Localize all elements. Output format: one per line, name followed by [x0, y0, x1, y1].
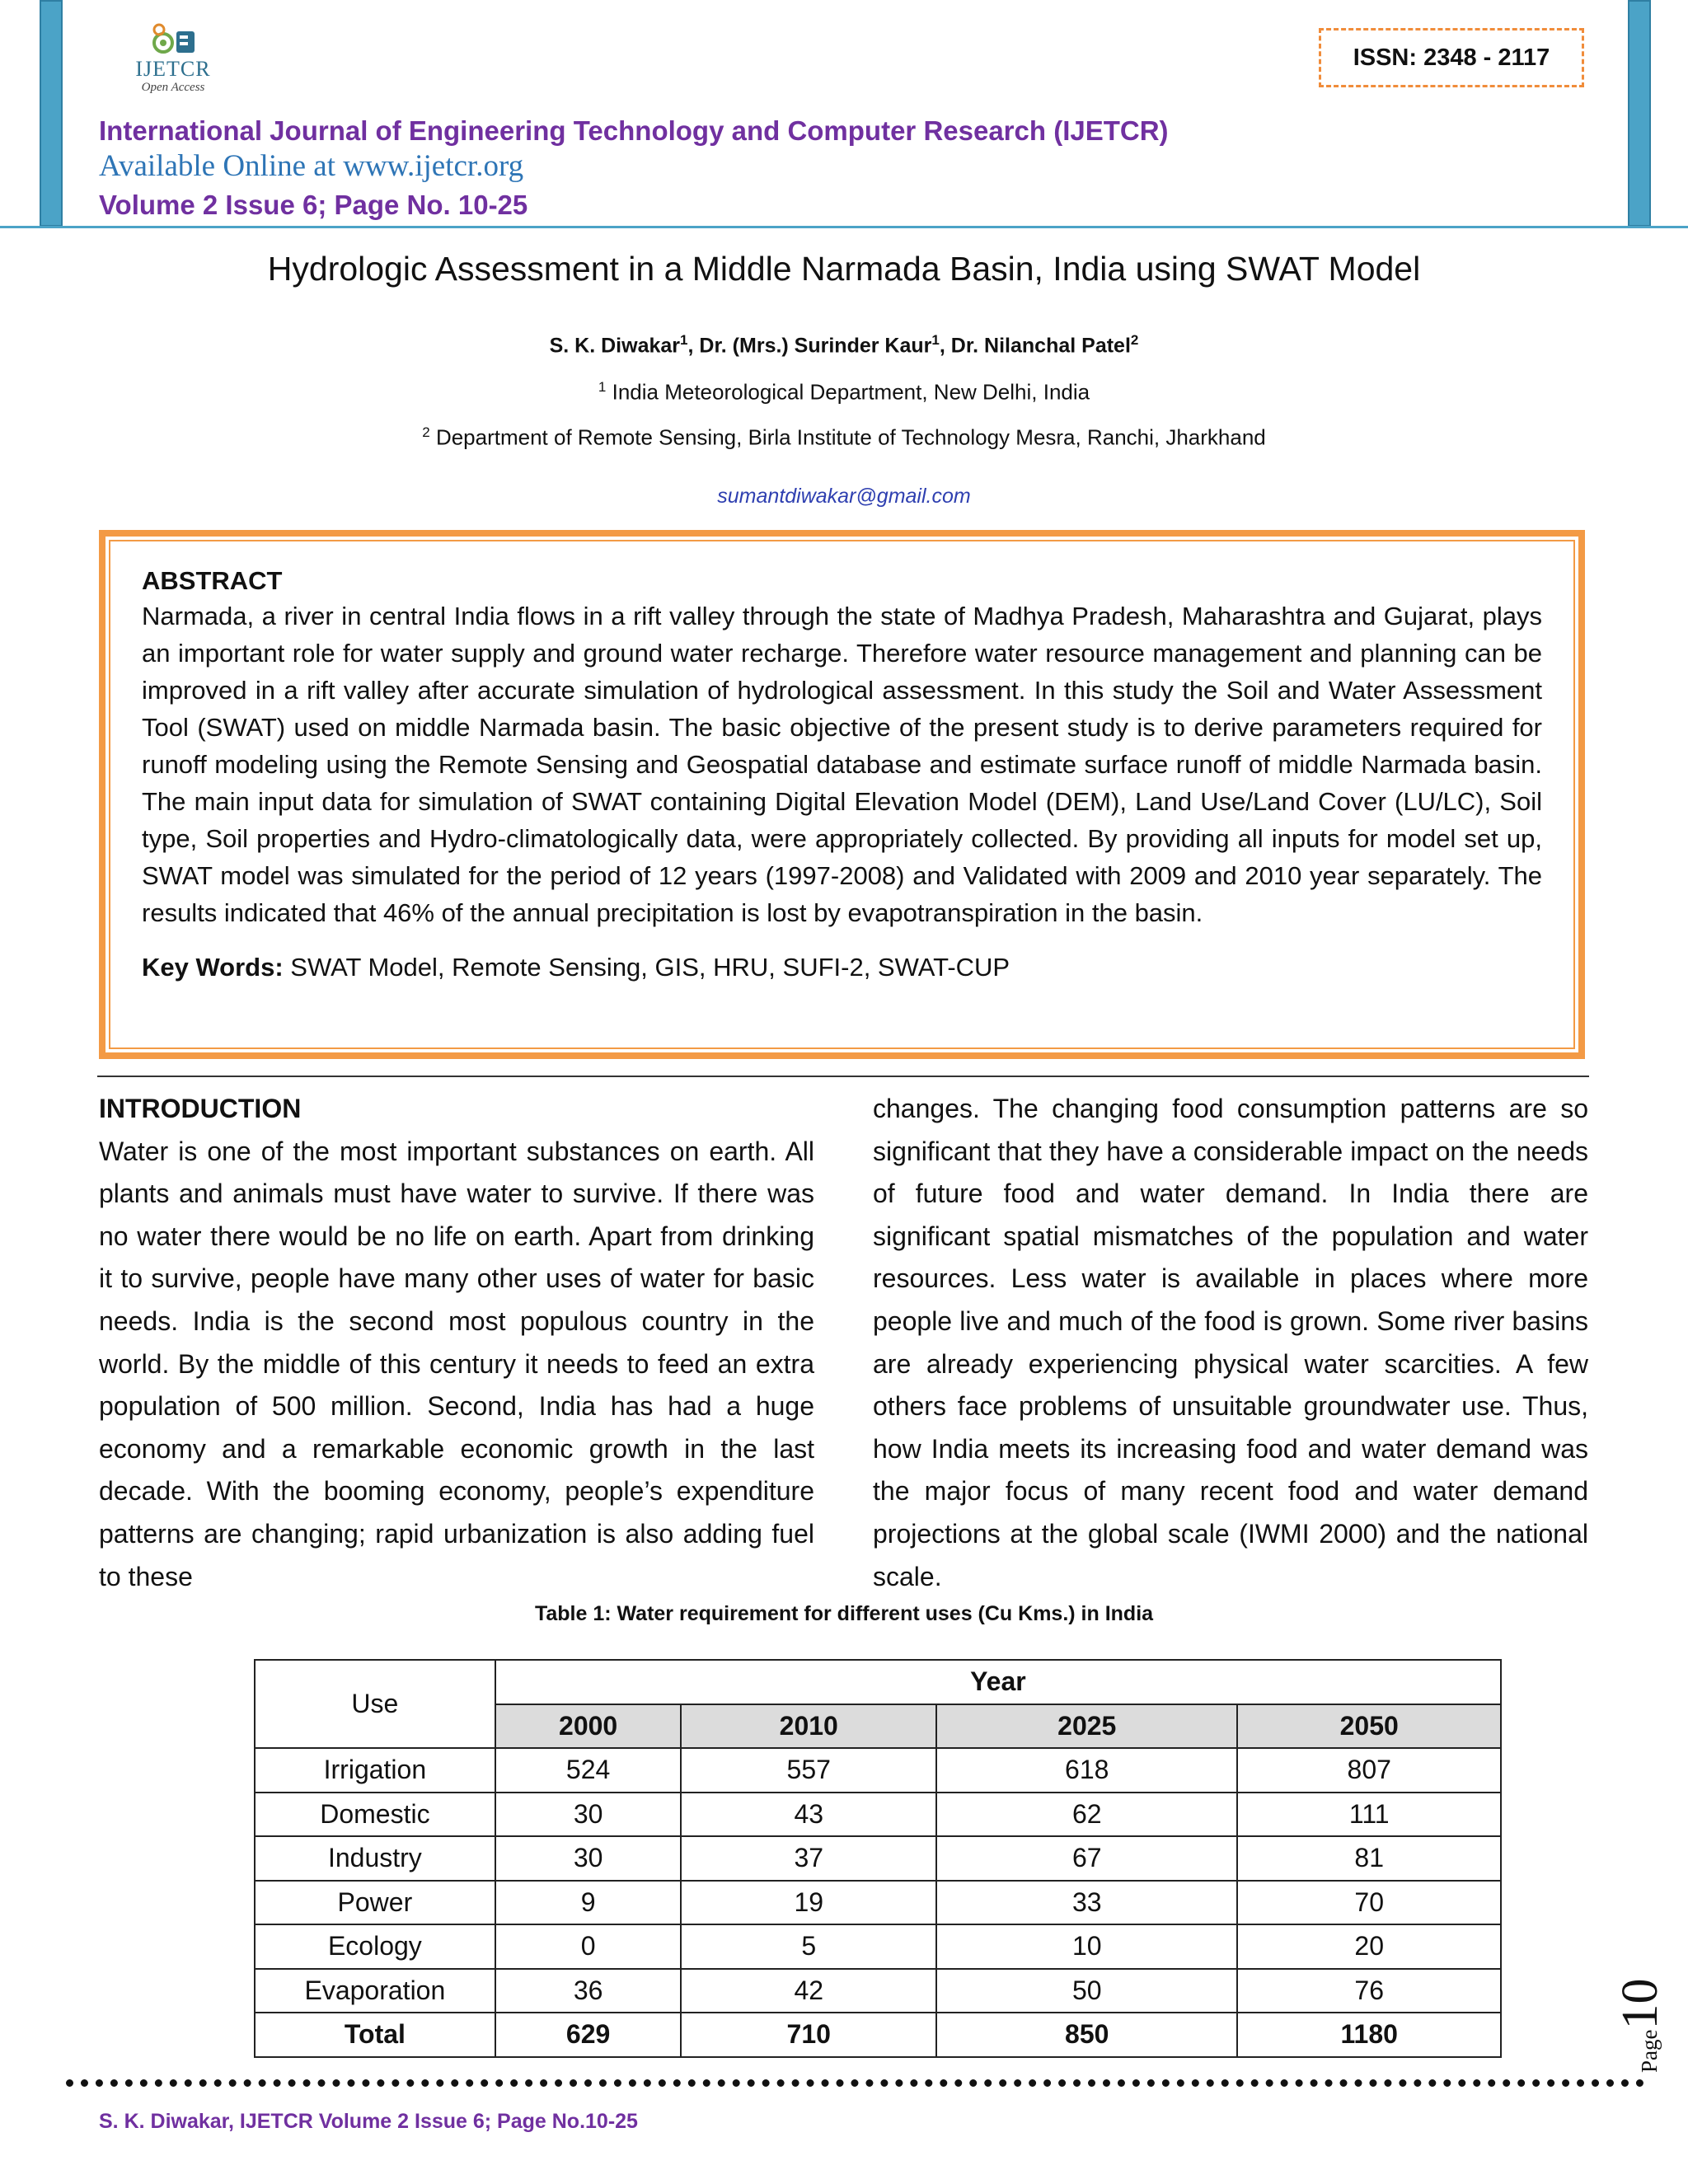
header-rule	[0, 226, 1688, 228]
journal-volume: Volume 2 Issue 6; Page No. 10-25	[99, 190, 528, 220]
value-cell: 76	[1237, 1969, 1501, 2013]
table-row	[255, 1748, 1501, 1793]
value-cell: 62	[936, 1793, 1237, 1837]
value-cell: 9	[495, 1881, 682, 1925]
value-cell: 67	[936, 1836, 1237, 1881]
header-right-bar	[1628, 0, 1651, 227]
journal-online-link[interactable]: Available Online at www.ijetcr.org	[99, 149, 524, 183]
keywords-label: Key Words:	[142, 953, 284, 982]
header-left-bar	[40, 0, 63, 227]
total-value-cell: 710	[681, 2013, 936, 2057]
use-cell: Industry	[255, 1836, 495, 1881]
section-divider	[97, 1076, 1589, 1077]
introduction-right-text: changes. The changing food consumption patterns are so significant that they have a considerable impact on the needs of future food and water demand. In India there are significant spatial mismatches of the population and water resources. Less water is available in places where more people live and much of the food is grown. Some river basins are already experiencing physical water scarcities. A few others face problems of unsuitable groundwater use. Thus, how India meets its increasing food and water demand was the major focus of many recent food and water demand projections at the global scale (IWMI 2000) and the national scale.	[873, 1094, 1588, 1591]
abstract-heading: ABSTRACT	[142, 566, 283, 595]
value-cell: 807	[1237, 1748, 1501, 1793]
table-row	[255, 1881, 1501, 1925]
affiliation-number: 1	[598, 379, 607, 395]
value-cell: 20	[1237, 1924, 1501, 1969]
value-cell: 36	[495, 1969, 682, 2013]
year-header: Year	[495, 1660, 1501, 1704]
value-cell: 19	[681, 1881, 936, 1925]
value-cell: 30	[495, 1793, 682, 1837]
value-cell: 43	[681, 1793, 936, 1837]
author-name: Dr. (Mrs.) Surinder Kaur	[699, 334, 932, 358]
abstract-text: Narmada, a river in central India flows in a rift valley through the state of Madhya Pradesh, Maharashtra and Gujarat, plays an important role for water supply and ground water recharge. Therefore water resource management and planning can be improved in a rift valley after accurate simulation of hydrological assessment. In this study the Soil and Water Assessment Tool (SWAT) used on middle Narmada basin. The basic objective of the present study is to derive parameters required for runoff modeling using the Remote Sensing and Geospatial database and estimate surface runoff of middle Narmada basin. The main input data for simulation of SWAT containing Digital Elevation Model (DEM), Land Use/Land Cover (LU/LC), Soil type, Soil properties and Hydro-climatologically data, were appropriately collected. By providing all inputs for model set up, SWAT model was simulated for the period of 12 years (1997-2008) and Validated with 2009 and 2010 year separately. The results indicated that 46% of the annual precipitation is lost by evapotranspiration in the basin.	[142, 602, 1542, 927]
value-cell: 524	[495, 1748, 682, 1793]
issn-text: ISSN: 2348 - 2117	[1353, 44, 1550, 71]
water-requirement-table	[254, 1659, 1502, 2058]
keywords-list: SWAT Model, Remote Sensing, GIS, HRU, SUFI-2, SWAT-CUP	[283, 953, 1010, 982]
table-row	[255, 1793, 1501, 1837]
footer-citation: S. K. Diwakar, IJETCR Volume 2 Issue 6; Page No.10-25	[99, 2110, 638, 2133]
value-cell: 42	[681, 1969, 936, 2013]
year-cell: 2010	[681, 1704, 936, 1749]
keywords	[142, 951, 1542, 984]
value-cell: 30	[495, 1836, 682, 1881]
introduction-left-text: Water is one of the most important substances on earth. All plants and animals must have water to survive. If there was no water there would be no life on earth. Apart from drinking it to survive, people have many other uses of water for basic needs. India is the second most populous country in the world. By the middle of this century it needs to feed an extra population of 500 million. Second, India has had a huge economy and a remarkable economic growth in the last decade. With the booming economy, people’s expenditure patterns are changing; rapid urbanization is also adding fuel to these	[99, 1136, 814, 1591]
page-number-label	[1611, 1957, 1668, 2081]
use-header: Use	[255, 1660, 495, 1748]
affiliation-text: Department of Remote Sensing, Birla Institute of Technology Mesra, Ranchi, Jharkhand	[435, 424, 1266, 450]
affiliation-2	[0, 424, 1688, 451]
abstract-inner-border	[109, 540, 1575, 1049]
logo-subtitle: Open Access	[141, 81, 205, 94]
value-cell: 81	[1237, 1836, 1501, 1881]
table-header-row	[255, 1660, 1501, 1704]
page-number: 10	[1612, 1978, 1668, 2030]
year-cell: 2000	[495, 1704, 682, 1749]
issn-box	[1319, 28, 1584, 87]
value-cell: 10	[936, 1924, 1237, 1969]
introduction-right-column	[873, 1088, 1588, 1598]
affiliation-number: 2	[422, 424, 430, 440]
value-cell: 5	[681, 1924, 936, 1969]
table-total-row	[255, 2013, 1501, 2057]
table-row	[255, 1969, 1501, 2013]
paper-title: Hydrologic Assessment in a Middle Narmada Basin, India using SWAT Model	[267, 250, 1421, 288]
value-cell: 37	[681, 1836, 936, 1881]
introduction-heading: INTRODUCTION	[99, 1094, 302, 1123]
table-row	[255, 1836, 1501, 1881]
use-cell: Domestic	[255, 1793, 495, 1837]
value-cell: 50	[936, 1969, 1237, 2013]
table-row	[255, 1924, 1501, 1969]
author-affiliation-mark: 1	[680, 332, 688, 348]
use-cell: Evaporation	[255, 1969, 495, 2013]
author-affiliation-mark: 1	[931, 332, 940, 348]
footer-dotted-rule	[66, 2079, 1644, 2087]
total-label-cell: Total	[255, 2013, 495, 2057]
use-cell: Power	[255, 1881, 495, 1925]
use-cell: Irrigation	[255, 1748, 495, 1793]
author-name: S. K. Diwakar	[549, 334, 681, 358]
year-cell: 2050	[1237, 1704, 1501, 1749]
journal-logo	[115, 23, 231, 105]
affiliation-1	[0, 379, 1688, 405]
affiliation-text: India Meteorological Department, New Delhi, India	[612, 379, 1090, 405]
value-cell: 618	[936, 1748, 1237, 1793]
gear-logo-icon	[148, 23, 198, 58]
year-cell: 2025	[936, 1704, 1237, 1749]
table-caption: Table 1: Water requirement for different uses (Cu Kms.) in India	[534, 1602, 1154, 1625]
page-word: Page	[1637, 2029, 1662, 2073]
value-cell: 70	[1237, 1881, 1501, 1925]
page-label-rotated	[1611, 1979, 1670, 2073]
value-cell: 111	[1237, 1793, 1501, 1837]
value-cell: 557	[681, 1748, 936, 1793]
abstract-box	[99, 530, 1585, 1059]
logo-name: IJETCR	[135, 57, 211, 81]
author-list: S. K. Diwakar$^1$, Dr. (Mrs.) Surinder Kaur$^1$, Dr. Nilanchal Patel$^2$	[549, 332, 1139, 358]
author-email-link[interactable]: sumantdiwakar@gmail.com	[717, 485, 971, 508]
value-cell: 0	[495, 1924, 682, 1969]
introduction-left-column	[99, 1088, 814, 1598]
author-affiliation-mark: 2	[1130, 332, 1139, 348]
total-value-cell: 629	[495, 2013, 682, 2057]
use-cell: Ecology	[255, 1924, 495, 1969]
journal-name: International Journal of Engineering Technology and Computer Research (IJETCR)	[99, 115, 1169, 146]
total-value-cell: 850	[936, 2013, 1237, 2057]
value-cell: 33	[936, 1881, 1237, 1925]
total-value-cell: 1180	[1237, 2013, 1501, 2057]
author-name: Dr. Nilanchal Patel	[950, 334, 1131, 358]
